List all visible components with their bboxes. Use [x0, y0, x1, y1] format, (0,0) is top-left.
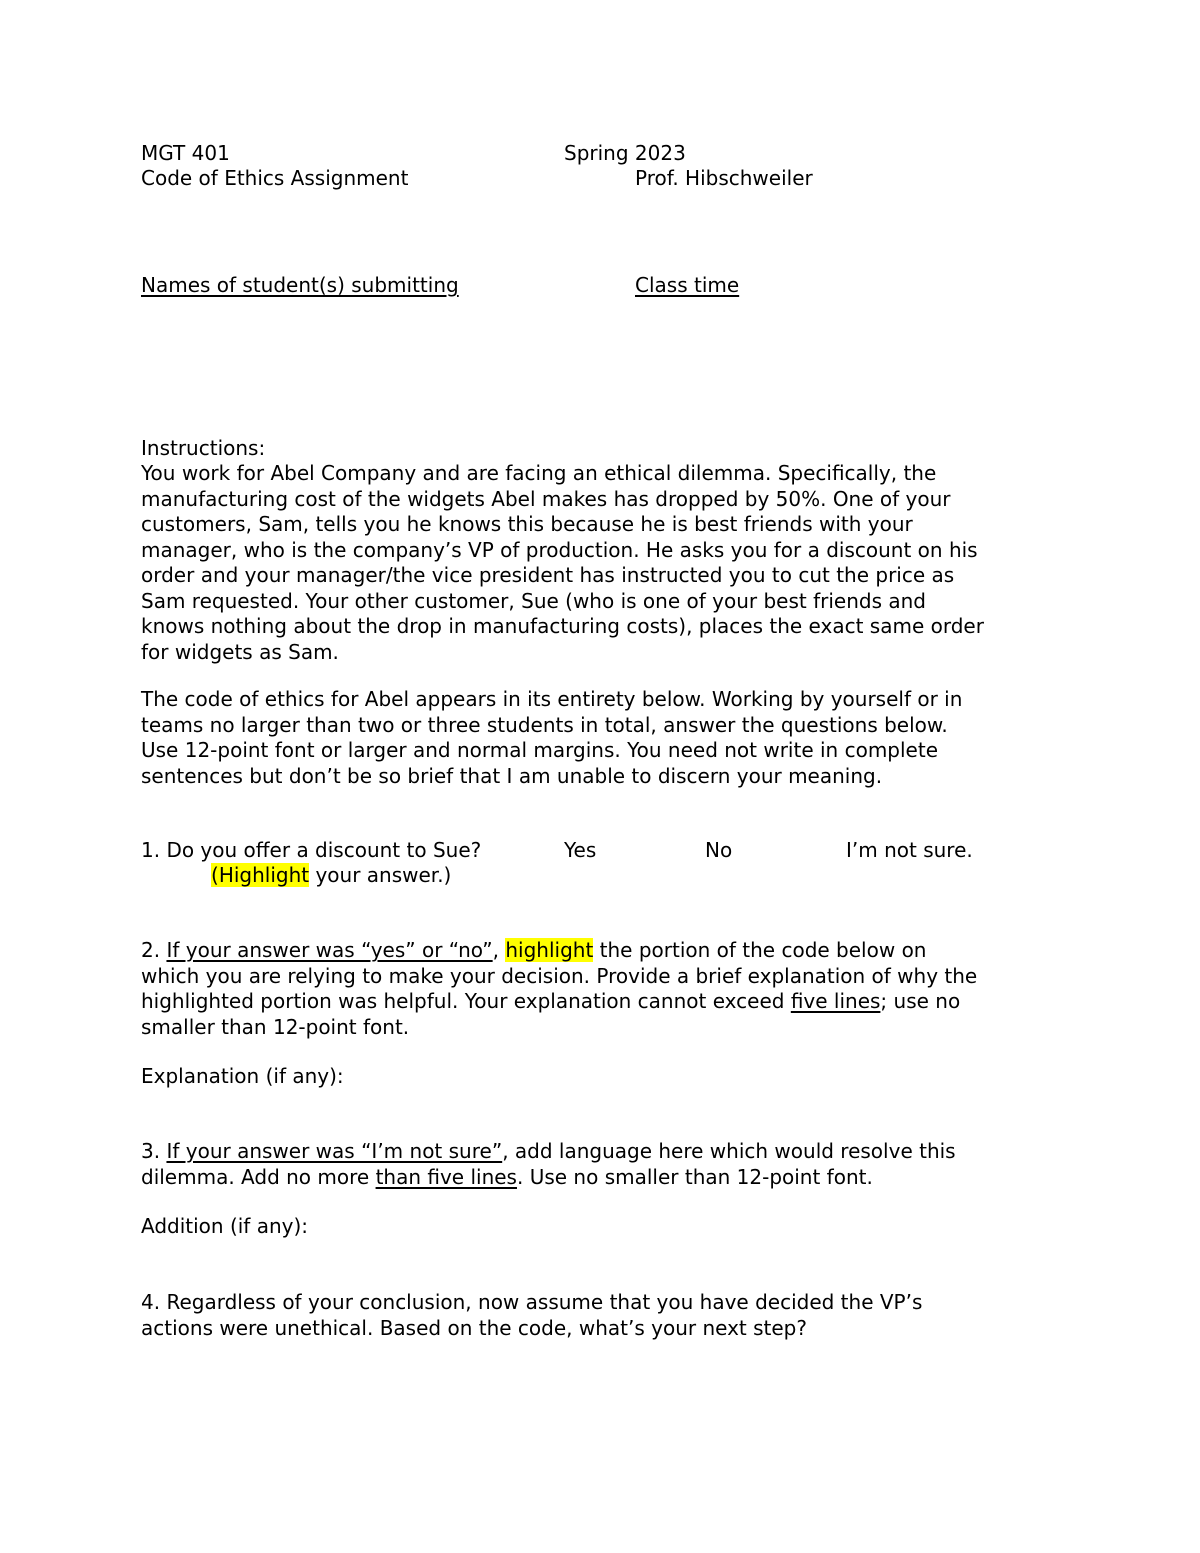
term: Spring 2023 — [564, 141, 686, 165]
paragraph-line: knows nothing about the drop in manufacturing costs), places the exact same order — [141, 614, 984, 638]
assignment-title: Code of Ethics Assignment — [141, 166, 409, 190]
paragraph-line: You work for Abel Company and are facing an ethical dilemma. Specifically, the — [141, 461, 937, 485]
instructions-paragraph-1 — [141, 461, 1066, 665]
question-3 — [141, 1139, 1066, 1190]
question-2-line-3 — [141, 989, 1066, 1015]
course-code: MGT 401 — [141, 141, 230, 165]
highlighted-word: Highlight — [218, 863, 310, 887]
instructions-heading: Instructions: — [141, 436, 266, 460]
line-end: . Use no smaller than 12-point font. — [516, 1164, 873, 1189]
paragraph-line: customers, Sam, tells you he knows this because he is best friends with your — [141, 512, 913, 536]
question-2-line-1 — [141, 938, 1066, 964]
line-rest: the portion of the code below on — [593, 938, 927, 962]
line-start: dilemma. Add no more — [141, 1164, 376, 1189]
highlighted-word: highlight — [505, 938, 594, 962]
paragraph-line: manufacturing cost of the widgets Abel makes has dropped by 50%. One of your — [141, 486, 951, 511]
line-start: highlighted portion was helpful. Your explanation cannot exceed — [141, 989, 791, 1013]
paragraph-line: for widgets as Sam. — [141, 639, 339, 664]
underlined-condition: If your answer was “yes” or “no” — [166, 938, 493, 962]
class-time-field-label: Class time — [635, 273, 740, 297]
question-4-line-1: 4. Regardless of your conclusion, now assume that you have decided the VP’s — [141, 1290, 923, 1314]
question-number: 2. — [141, 938, 167, 962]
question-2-line-4: smaller than 12-point font. — [141, 1014, 410, 1039]
question-1-text: 1. Do you offer a discount to Sue? — [141, 838, 482, 862]
comma: , — [492, 938, 506, 962]
question-3-line-1 — [141, 1139, 1066, 1165]
underlined-limit: five lines — [790, 989, 881, 1013]
names-field-label: Names of student(s) submitting — [141, 273, 459, 297]
answer-option-yes: Yes — [564, 838, 597, 862]
paragraph-line: sentences but don’t be so brief that I am unable to discern your meaning. — [141, 763, 883, 788]
paragraph-line: Sam requested. Your other customer, Sue (who is one of your best friends and — [141, 588, 926, 613]
answer-option-no: No — [705, 838, 733, 862]
paragraph-line: manager, who is the company’s VP of production. He asks you for a discount on his — [141, 537, 978, 562]
paragraph-line: order and your manager/the vice president has instructed you to cut the price as — [141, 563, 955, 587]
addition-label: Addition (if any): — [141, 1214, 309, 1238]
professor-name: Prof. Hibschweiler — [635, 166, 813, 190]
explanation-label: Explanation (if any): — [141, 1064, 344, 1088]
instructions-paragraph-2 — [141, 687, 1066, 789]
underlined-condition: If your answer was “I’m not sure” — [166, 1139, 503, 1163]
question-number: 3. — [141, 1139, 167, 1163]
line-end: ; use no — [880, 989, 961, 1013]
answer-option-not-sure: I’m not sure. — [846, 838, 973, 862]
question-2 — [141, 938, 1066, 1040]
question-2-line-2: which you are relying to make your decision. Provide a brief explanation of why the — [141, 963, 978, 988]
note-rest: your answer.) — [309, 863, 452, 887]
paragraph-line: teams no larger than two or three students in total, answer the questions below. — [141, 712, 948, 737]
note-open-paren: ( — [211, 863, 219, 887]
paragraph-line: Use 12-point font or larger and normal margins. You need not write in complete — [141, 738, 939, 762]
question-4-line-2: actions were unethical. Based on the code, what’s your next step? — [141, 1315, 807, 1340]
question-1-note — [211, 863, 451, 889]
question-3-line-2 — [141, 1165, 1066, 1191]
question-4 — [141, 1290, 1066, 1341]
paragraph-line: The code of ethics for Abel appears in its entirety below. Working by yourself or in — [141, 687, 963, 711]
underlined-limit: than five lines — [375, 1164, 517, 1189]
line-rest: , add language here which would resolve this — [502, 1139, 956, 1163]
